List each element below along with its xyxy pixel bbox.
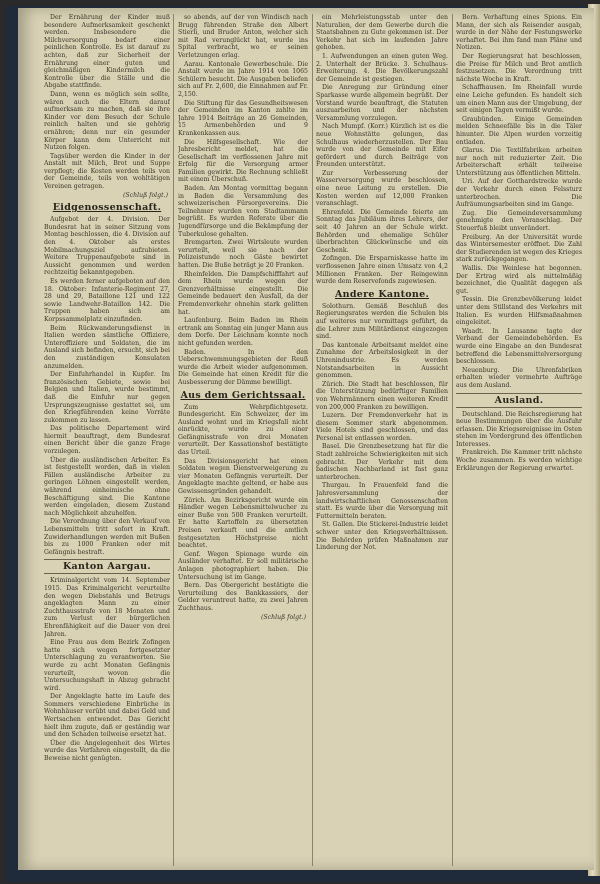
- article-paragraph: Tessin. Die Grenzbevölkerung leidet unter dem Stillstand des Verkehrs mit Italien. Es wurden Hilfsmaßnahmen eingeleitet.: [456, 296, 582, 327]
- article-paragraph: Die Hilfsgesellschaft. Wie der Jahresbericht meldet, hat die Gesellschaft im verflossenen Jahre mit Erfolg für die Versorgung armer Familien gewirkt. Die Rechnung schließt mit einem Überschuß.: [178, 138, 308, 184]
- section-heading: Aus dem Gerichtssaal.: [180, 389, 306, 401]
- article-paragraph: Nach Mumpf. (Korr.) Kürzlich ist es die neue Wohnstätte gelungen, das Schulhaus wiederherzustellen. Der Bau wurde von der Gemeinde mit Eifer gefördert und durch Beiträge von Freunden unterstützt.: [316, 123, 448, 169]
- article-paragraph: Deutschland. Die Reichsregierung hat neue Bestimmungen über die Ausfuhr erlassen. Die Kriegsereignisse im Osten stehen im Vordergrund des öffentlichen Interesses.: [456, 410, 582, 448]
- article-paragraph: Bern. Verhaftung eines Spions. Ein Mann, der sich als Reisender ausgab, wurde in der Nähe der Festungswerke verhaftet. Bei ihm fand man Pläne und Notizen.: [456, 14, 582, 52]
- article-paragraph: Wallis. Die Weinlese hat begonnen. Der Ertrag wird als mittelmäßig bezeichnet, die Qualität dagegen als gut.: [456, 265, 582, 295]
- column-3: [316, 14, 448, 553]
- article-paragraph: Eine Frau aus dem Bezirk Zofingen hatte sich wegen fortgesetzter Unterschlagung zu verantworten. Sie wurde zu acht Monaten Gefängnis verurteilt, wovon die Untersuchungshaft in Abzug gebracht wird.: [44, 639, 170, 692]
- column-1: [44, 14, 170, 764]
- article-paragraph: Laufenburg. Beim Baden im Rhein ertrank am Sonntag ein junger Mann aus dem Dorfe. Der Leichnam konnte noch nicht gefunden werden.: [178, 317, 308, 347]
- article-paragraph: 1. Aufwendungen an einen guten Weg. 2. Unterhalt der Brücke. 3. Schulhaus-Erweiterung. 4. Die Bevölkerungszahl der Gemeinde ist gestiegen.: [316, 52, 448, 83]
- article-paragraph: Zürich. Am Bezirksgericht wurde ein Händler wegen Lebensmittelwucher zu einer Buße von 500 Franken verurteilt. Er hatte Kartoffeln zu übersetzten Preisen verkauft und die amtlich festgesetzten Höchstpreise nicht beachtet.: [178, 496, 308, 550]
- section-heading: Eidgenossenschaft.: [52, 202, 162, 214]
- article-paragraph: Genf. Wegen Spionage wurde ein Ausländer verhaftet. Er soll militärische Anlagen photographiert haben. Die Untersuchung ist im Gange.: [178, 550, 308, 581]
- article-paragraph: Bern. Das Obergericht bestätigte die Verurteilung des Bankkassiers, der Gelder veruntreut hatte, zu zwei Jahren Zuchthaus.: [178, 582, 308, 612]
- article-paragraph: Freiburg. An der Universität wurde das Wintersemester eröffnet. Die Zahl der Studierenden ist wegen des Krieges stark zurückgegangen.: [456, 233, 582, 264]
- continuation-note: (Schluß folgt.): [123, 191, 168, 199]
- article-paragraph: Die Anregung zur Gründung einer Sparkasse wurde allgemein begrüßt. Der Vorstand wurde beauftragt, die Statuten auszuarbeiten und der nächsten Versammlung vorzulegen.: [316, 84, 448, 122]
- article-paragraph: Dann, wenn es möglich sein sollte, wären auch die Eltern darauf aufmerksam zu machen, daß sie ihre Kinder vor dem Besuch der Schule reinlich halten und sie gehörig ernähren; denn nur ein gesunder Körper kann dem Unterricht mit Nutzen folgen.: [44, 90, 170, 152]
- article-paragraph: Rheinfelden. Die Dampfschifffahrt auf dem Rhein wurde wegen der Grenzverhältnisse eingestellt. Die Gemeinde bedauert den Ausfall, da der Fremdenverkehr ohnehin stark gelitten hat.: [178, 270, 308, 316]
- article-paragraph: Thurgau. In Frauenfeld fand die Jahresversammlung der landwirtschaftlichen Genossenschaften statt. Es wurde über die Versorgung mit Futtermitteln beraten.: [316, 482, 448, 520]
- article-paragraph: Die Verordnung über den Verkauf von Lebensmitteln tritt sofort in Kraft. Zuwiderhandlungen werden mit Bußen bis zu 1000 Franken oder mit Gefängnis bestraft.: [44, 518, 170, 556]
- column-4: [456, 14, 582, 473]
- article-paragraph: Baden. In den Ueberschwemmungsgebieten der Reuß wurde die Arbeit wieder aufgenommen. Die Gemeinde hat einen Kredit für die Ausbesserung der Dämme bewilligt.: [178, 348, 308, 386]
- article-paragraph: Bremgarten. Zwei Wirtsleute wurden verurteilt, weil sie nach der Polizeistunde noch Gäste bewirtet hatten. Die Buße beträgt je 20 Franken.: [178, 239, 308, 269]
- article-paragraph: Ehrenfeld. Die Gemeinde feierte am Sonntag das Jubiläum ihres Lehrers, der seit 40 Jahren an der Schule wirkt. Behörden und ehemalige Schüler überbrachten Glückwünsche und ein Geschenk.: [316, 208, 448, 254]
- article-paragraph: Das kantonale Arbeitsamt meldet eine Zunahme der Arbeitslosigkeit in der Uhrenindustrie. Es werden Notstandsarbeiten in Aussicht genommen.: [316, 341, 448, 380]
- article-paragraph: Über die Angelegenheit des Wirtes wurde das Verfahren eingestellt, da die Beweise nicht genügten.: [44, 739, 170, 763]
- section-heading: Andere Kantone.: [334, 288, 430, 300]
- section-heading: Kanton Aargau.: [44, 559, 170, 574]
- article-paragraph: Beim Rückwanderungsdienst in Italien werden sämtliche Offiziere, Unteroffiziere und Soldaten, die im Ausland sich befinden, ersucht, sich bei den zuständigen Konsulaten anzumelden.: [44, 324, 170, 370]
- newspaper-page: [18, 8, 594, 870]
- article-paragraph: Solothurn. Gemäß Beschluß des Regierungsrates werden die Schulen bis auf weiteres nur vormittags geführt, da die Lehrer zum Militärdienst eingezogen sind.: [316, 302, 448, 341]
- article-paragraph: Aufgebot der 4. Division. Der Bundesrat hat in seiner Sitzung vom Montag beschlossen, die 4. Division auf den 4. Oktober als erstes Mobilmachungsziel aufzubieten. Weitere Truppenaufgebote sind in Aussicht genommen und werden rechtzeitig bekanntgegeben.: [44, 216, 170, 277]
- article-paragraph: Waadt. In Lausanne tagte der Verband der Gemeindebehörden. Es wurde eine Eingabe an den Bundesrat betreffend die Lebensmittelversorgung beschlossen.: [456, 327, 582, 366]
- article-paragraph: St. Gallen. Die Stickerei-Industrie leidet schwer unter den Kriegsverhältnissen. Die Behörden prüfen Maßnahmen zur Linderung der Not.: [316, 521, 448, 552]
- article-paragraph: so abends, auf der von Windisch nach Brugg führenden Straße den Albert Stierli, und Bruder Anton, welcher sich mit Rad verunglückt hat, wurde ins Spital verbracht, wo er seinen Verletzungen erlag.: [178, 14, 308, 59]
- article-paragraph: Zur Verbesserung der Wasserversorgung wurde beschlossen, eine neue Leitung zu erstellen. Die Kosten werden auf 12,000 Franken veranschlagt.: [316, 169, 448, 208]
- article-paragraph: Die Stiftung für das Gesundheitswesen der Gemeinden im Kanton zahlte im Jahre 1914 Beiträge an 26 Gemeinden, 15 Armenbehörden und 9 Krankenkassen aus.: [178, 99, 308, 137]
- article-paragraph: Basel. Die Grenzbesetzung hat für die Stadt zahlreiche Schwierigkeiten mit sich gebracht. Der Verkehr mit dem badischen Nachbarland ist fast ganz unterbrochen.: [316, 443, 448, 481]
- article-paragraph: Es werden ferner aufgeboten auf den 18. Oktober: Infanterie-Regiment 27, 28 und 29, Bataillone 121 und 122 sowie Landwehr-Bataillon 142. Die Truppen haben sich am Korpssammelplatz einzufinden.: [44, 278, 170, 323]
- continuation-note: (Schluß folgt.): [261, 613, 306, 621]
- article-paragraph: Schaffhausen. Im Rheinfall wurde eine Leiche gefunden. Es handelt sich um einen Mann aus der Umgebung, der seit einigen Tagen vermißt wurde.: [456, 84, 582, 115]
- article-paragraph: Der Regierungsrat hat beschlossen, die Preise für Milch und Brot amtlich festzusetzen. Die Verordnung tritt nächste Woche in Kraft.: [456, 52, 582, 83]
- article-paragraph: Aarau. Kantonale Gewerbeschule. Die Anstalt wurde im Jahre 1914 von 1065 Schülern besucht. Die Ausgaben beliefen sich auf Fr. 2,600, die Einnahmen auf Fr. 2,150.: [178, 60, 308, 98]
- article-paragraph: Zug. Die Gemeindeversammlung genehmigte den Voranschlag. Der Steuerfuß bleibt unverändert.: [456, 209, 582, 233]
- article-paragraph: Kriminalgericht vom 14. September 1915. Das Kriminalgericht verurteilte den wegen Diebstahls und Betrugs angeklagten Mann zu einer Zuchthausstrafe von 18 Monaten und zum Verlust der bürgerlichen Ehrenfähigkeit auf die Dauer von drei Jahren.: [44, 577, 170, 638]
- article-paragraph: Der Ernährung der Kinder muß besondere Aufmerksamkeit geschenkt werden. Insbesondere die Milchversorgung bedarf einer peinlichen Kontrolle. Es ist darauf zu achten, daß zur Sicherheit der Ernährung einer guten und gleichmäßigen Kindermilch die Kontrolle über die Ställe und die Abgabe stattfinde.: [44, 14, 170, 90]
- section-heading: Ausland.: [456, 393, 582, 408]
- article-paragraph: Baden. Am Montag vormittag begann in Baden die Versammlung des schweizerischen Fürsorgevereins. Die Teilnehmer wurden vom Stadtammann begrüßt. Es wurden Referate über die Jugendfürsorge und die Bekämpfung der Tuberkulose gehalten.: [178, 185, 308, 238]
- column-rule: [312, 14, 313, 866]
- article-paragraph: Das politische Departement wird hiermit beauftragt, dem Bundesrat einen Bericht über die ganze Frage vorzulegen.: [44, 425, 170, 456]
- column-rule: [173, 14, 174, 866]
- article-paragraph: Zofingen. Die Ersparniskasse hatte im verflossenen Jahre einen Umsatz von 4,2 Millionen Franken. Der Reingewinn wurde dem Reservefonds zugewiesen.: [316, 255, 448, 286]
- article-paragraph: Tagsüber werden die Kinder in der Anstalt mit Milch, Brot und Suppe verpflegt; die Kosten werden teils von der Gemeinde, teils von wohltätigen Vereinen getragen.: [44, 152, 170, 191]
- article-paragraph: Graubünden. Einige Gemeinden melden Schneefälle bis in die Täler hinunter. Die Alpen wurden vorzeitig entladen.: [456, 115, 582, 146]
- article-paragraph: Neuenburg. Die Uhrenfabriken erhalten wieder vermehrte Aufträge aus dem Ausland.: [456, 366, 582, 389]
- article-paragraph: Zürich. Die Stadt hat beschlossen, für die Unterstützung bedürftiger Familien von Wehrmännern einen weiteren Kredit von 200,000 Franken zu bewilligen.: [316, 380, 448, 411]
- article-paragraph: Über die ausländischen Arbeiter. Es ist festgestellt worden, daß in vielen Fällen ausländische Arbeiter zu geringen Löhnen eingestellt werden, während einheimische ohne Beschäftigung sind. Die Kantone werden eingeladen, diesem Zustand nach Möglichkeit abzuhelfen.: [44, 456, 170, 517]
- article-paragraph: Uri. Auf der Gotthardstrecke wurde der Verkehr durch einen Felssturz unterbrochen. Die Aufräumungsarbeiten sind im Gange.: [456, 178, 582, 209]
- article-paragraph: Der Einfuhrhandel in Kupfer. Im französischen Gebiete, sowie bei Belgien und Italien, wurde bestimmt, daß die Einfuhr nur gegen Ursprungszeugnisse gestattet sei, um den Kriegführenden keine Vorräte zukommen zu lassen.: [44, 371, 170, 424]
- column-rule: [452, 14, 453, 866]
- article-paragraph: Frankreich. Die Kammer tritt nächste Woche zusammen. Es werden wichtige Erklärungen der Regierung erwartet.: [456, 449, 582, 472]
- article-paragraph: Glarus. Die Textilfabriken arbeiten nur noch mit reduzierter Zeit. Die Arbeiterschaft erhält teilweise Unterstützung aus öffentlichen Mitteln.: [456, 147, 582, 177]
- article-paragraph: Luzern. Der Fremdenverkehr hat in diesem Sommer stark abgenommen. Viele Hotels sind geschlossen, und das Personal ist entlassen worden.: [316, 412, 448, 442]
- article-paragraph: Das Divisionsgericht hat einen Soldaten wegen Dienstverweigerung zu vier Monaten Gefängnis verurteilt. Der Angeklagte machte geltend, er habe aus Gewissensgründen gehandelt.: [178, 457, 308, 496]
- article-paragraph: ein Mehrleistungsstab unter den Naturalien, der dem Gewerbe durch die Staatsbahnen zu Gute gekommen ist. Der Verkehr hat sich im laufenden Jahre gehoben.: [316, 14, 448, 52]
- column-2: [178, 14, 308, 623]
- article-paragraph: Zum Wehrpflichtgesetz. Bundesgericht. Ein Schweizer, der im Ausland wohnt und im Kriegsfall nicht einrückte, wurde zu einer Gefängnisstrafe von drei Monaten verurteilt. Der Kassationshof bestätigte das Urteil.: [178, 403, 308, 457]
- article-paragraph: Der Angeklagte hatte im Laufe des Sommers verschiedene Einbrüche in Wohnhäuser verübt und dabei Geld und Wertsachen entwendet. Das Gericht hielt ihm zugute, daß er geständig war und den Schaden teilweise ersetzt hat.: [44, 693, 170, 739]
